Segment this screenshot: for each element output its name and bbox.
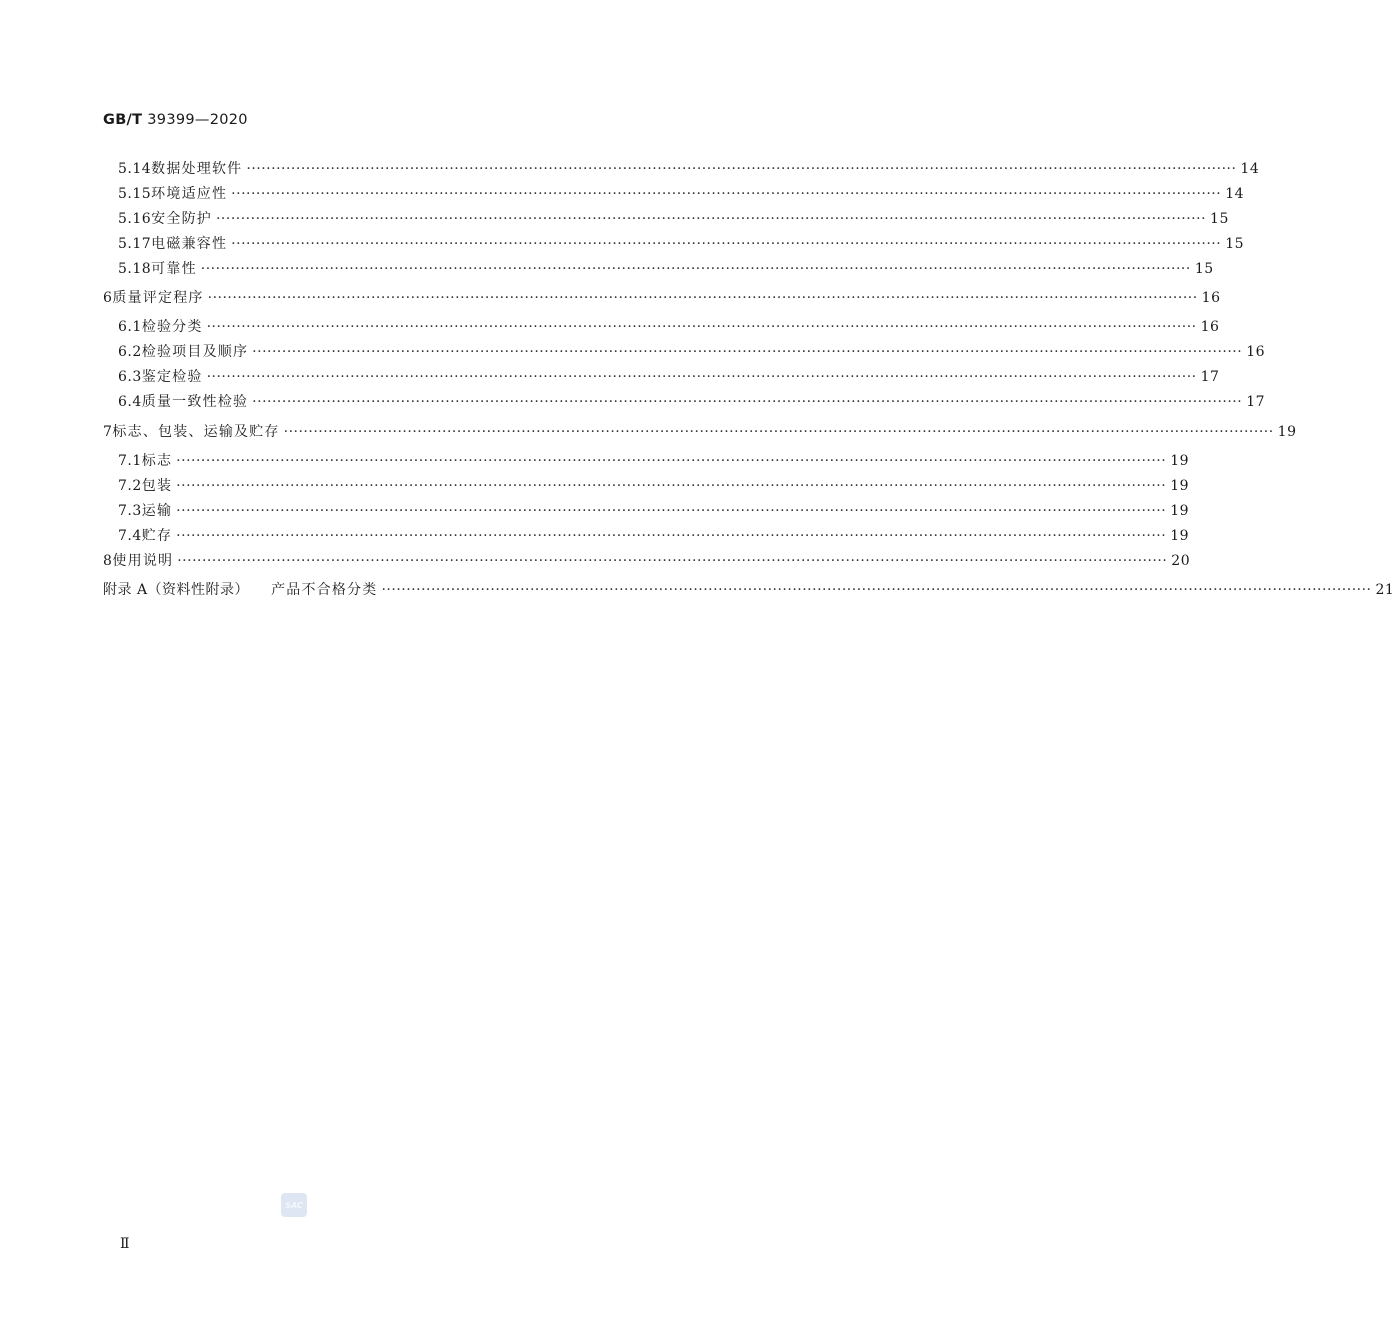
toc-entry-page: 19 [1170,528,1190,544]
toc-entry-page: 19 [1277,424,1297,440]
toc-entry[interactable] [118,366,1220,386]
toc-leader-dots: ········································································································································································································ [207,290,1198,306]
toc-entry[interactable] [103,287,1221,307]
toc-entry-page: 14 [1240,161,1260,177]
toc-entry-number: 5.18 [118,261,152,277]
toc-entry-page: 15 [1225,236,1245,252]
toc-entry-title: 使用说明 [112,553,174,569]
toc-entry-title: 标志、包装、运输及贮存 [112,424,280,440]
toc-entry-page: 17 [1200,369,1220,385]
toc-leader-dots: ········································································································································································································ [206,319,1197,335]
toc-leader-dots: ········································································································································································································ [176,503,1167,519]
toc-entry[interactable] [118,208,1229,228]
sac-watermark-logo [281,1193,307,1217]
toc-entry-title: 质量一致性检验 [141,394,249,410]
toc-entry[interactable] [118,316,1220,336]
toc-entry-page: 14 [1225,186,1245,202]
toc-leader-dots: ········································································································································································································ [215,211,1207,227]
toc-entry-number: 5.17 [118,236,152,252]
document-header [103,112,248,128]
toc-leader-dots: ········································································································································································································ [246,161,1237,177]
toc-entry-page: 20 [1171,553,1191,569]
toc-leader-dots: ········································································································································································································ [231,186,1222,202]
toc-entry[interactable] [118,158,1260,178]
toc-entry[interactable] [103,550,1191,570]
toc-entry-number: 6.4 [118,394,142,410]
toc-entry-title: 标志 [141,453,173,469]
toc-entry-page: 16 [1201,290,1221,306]
toc-entry-title: 数据处理软件 [151,161,243,177]
standard-code: GB/T [103,112,143,128]
toc-leader-dots: ········································································································································································································ [200,261,1191,277]
toc-entry[interactable] [118,525,1190,545]
toc-entry-number: 5.15 [118,186,152,202]
toc-entry-title: 运输 [141,503,173,519]
toc-entry-page: 15 [1210,211,1229,227]
toc-entry-number: 7.1 [118,453,142,469]
toc-leader-dots: ········································································································································································································ [176,528,1167,544]
toc-entry-title: 包装 [141,478,173,494]
toc-entry[interactable] [118,500,1190,520]
toc-leader-dots: ········································································································································································································ [283,424,1274,440]
toc-leader-dots: ········································································································································································································ [252,394,1243,410]
toc-entry-title: 贮存 [141,528,173,544]
toc-entry-number: 6.2 [118,344,142,360]
toc-entry-title: 检验分类 [141,319,203,335]
standard-number: 39399—2020 [147,112,248,128]
toc-entry[interactable] [118,341,1266,361]
watermark-text: SAC [285,1200,303,1210]
toc-entry-page: 21 [1375,582,1394,598]
toc-entry-page: 19 [1170,453,1190,469]
page-number-footer: Ⅱ [120,1236,130,1252]
toc-entry-number: 6 [103,290,113,306]
toc-entry-title: 产品不合格分类 [271,582,378,598]
toc-entry[interactable] [118,391,1266,411]
toc-entry-page: 16 [1246,344,1266,360]
toc-entry-annex[interactable] [103,579,1394,599]
toc-leader-dots: ········································································································································································································ [176,478,1167,494]
toc-entry-number: 7 [103,424,113,440]
toc-entry-number: 5.14 [118,161,152,177]
toc-entry-number: 7.3 [118,503,142,519]
toc-entry-title: 可靠性 [151,261,197,277]
toc-entry-number: 5.16 [118,211,152,227]
toc-entry-title: 安全防护 [151,211,212,227]
toc-entry-number: 8 [103,553,113,569]
toc-entry-title: 电磁兼容性 [151,236,228,252]
toc-entry-title: 质量评定程序 [112,290,204,306]
toc-entry[interactable] [118,183,1245,203]
toc-entry-page: 19 [1170,478,1190,494]
toc-entry-number: 6.3 [118,369,142,385]
toc-entry-page: 16 [1200,319,1220,335]
toc-entry[interactable] [118,233,1245,253]
toc-entry[interactable] [103,421,1297,441]
toc-entry-number: 附录 A（资料性附录） [103,582,250,598]
toc-leader-dots: ········································································································································································································ [206,369,1197,385]
toc-entry-title: 检验项目及顺序 [141,344,249,360]
toc-entry-title: 鉴定检验 [141,369,203,385]
toc-entry-page: 17 [1246,394,1266,410]
toc-entry-page: 19 [1170,503,1190,519]
toc-entry-title: 环境适应性 [151,186,228,202]
toc-entry[interactable] [118,450,1190,470]
toc-entry[interactable] [118,258,1214,278]
toc-leader-dots: ········································································································································································································ [252,344,1243,360]
toc-leader-dots: ········································································································································································································ [177,553,1168,569]
toc-leader-dots: ········································································································································································································ [176,453,1167,469]
toc-leader-dots: ········································································································································································································ [381,582,1372,598]
toc-entry-number: 6.1 [118,319,142,335]
toc-entry[interactable] [118,475,1190,495]
toc-entry-number: 7.2 [118,478,142,494]
toc-leader-dots: ········································································································································································································ [231,236,1222,252]
toc-entry-page: 15 [1194,261,1214,277]
toc-entry-number: 7.4 [118,528,142,544]
